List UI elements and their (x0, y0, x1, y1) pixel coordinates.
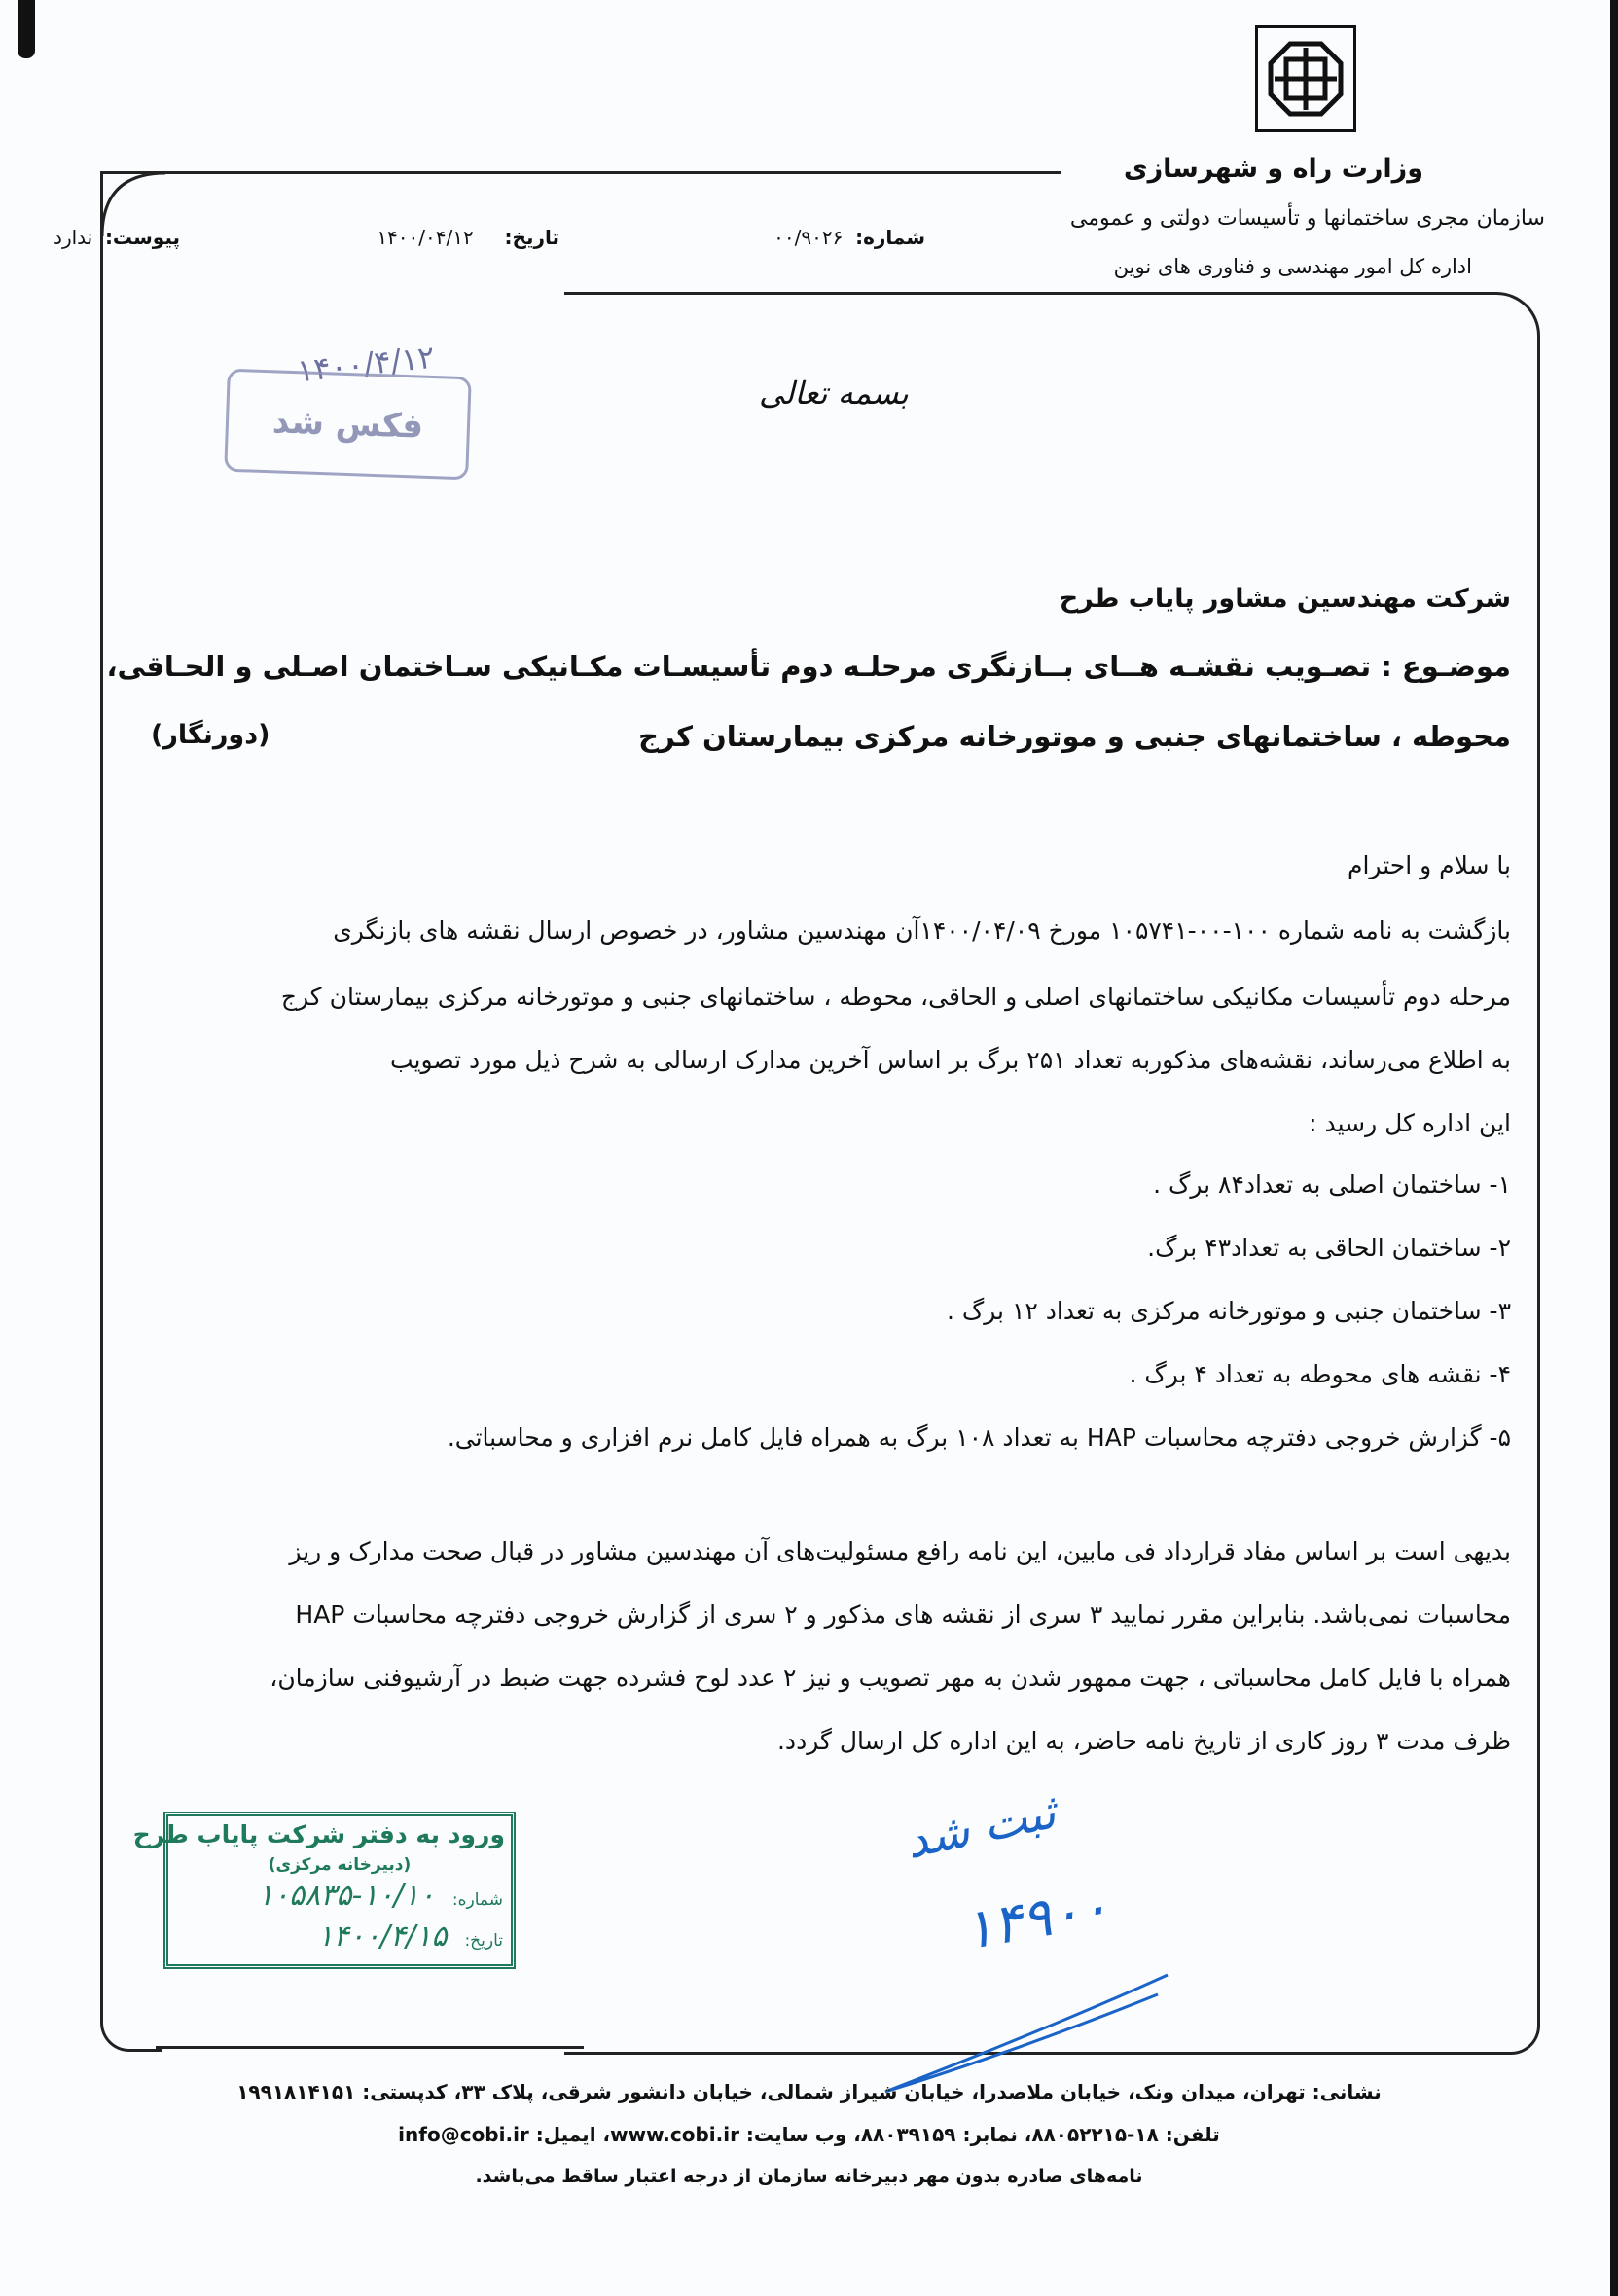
greeting: با سلام و احترام (1348, 851, 1511, 879)
receipt-stamp-subtitle: (دبیرخانه مرکزی) (268, 1855, 412, 1875)
frame-line (102, 171, 1061, 174)
footer-address: نشانی: تهران، میدان ونک، خیابان ملاصدرا، خیابان شیراز شمالی، خیابان دانشور شرقی، پلاک ۳۳، کدپستی: ۱۹۹۱۸۱۴۱۵۱ (236, 2080, 1382, 2103)
letter-date (377, 226, 559, 249)
ministry-name: وزارت راه و شهرسازی (1123, 154, 1423, 184)
list-item: ۵- گزارش خروجی دفترچه محاسبات HAP به تعداد ۱۰۸ برگ به همراه فایل کامل نرم افزاری و محاسباتی. (447, 1423, 1511, 1452)
attachment-label: پیوست: (104, 226, 180, 249)
ministry-emblem-icon (1267, 40, 1345, 118)
fax-stamp-date: ۱۴۰۰/۴/۱۲ (295, 338, 437, 390)
handwritten-note: ثبت شد (900, 1784, 1061, 1870)
organization-name: سازمان مجری ساختمانها و تأسیسات دولتی و عمومی (1069, 206, 1545, 231)
list-item: ۳- ساختمان جنبی و موتورخانه مرکزی به تعداد ۱۲ برگ . (946, 1297, 1511, 1325)
receipt-date-value: ۱۴۰۰/۴/۱۵ (317, 1919, 448, 1954)
page-edge (1610, 0, 1618, 2296)
subject-line-2: محوطه ، ساختمانهای جنبی و موتورخانه مرکزی بیمارستان کرج (638, 720, 1511, 753)
receipt-stamp-title: ورود به دفتر شرکت پایاب طرح (132, 1820, 505, 1848)
closing-line: بدیهی است بر اساس مفاد قرارداد فی مابین، این نامه رافع مسئولیت‌های آن مهندسین مشاور در قبال صحت مدارک و ریز (289, 1537, 1511, 1565)
footer-notice: نامه‌های صادره بدون مهر دبیرخانه سازمان از درجه اعتبار ساقط می‌باشد. (475, 2166, 1143, 2187)
receipt-stamp (132, 1812, 516, 1969)
footer-contact: تلفن: ۱۸-۸۸۰۵۲۲۱۵، نمابر: ۸۸۰۳۹۱۵۹، وب سایت: www.cobi.ir، ایمیل: info@cobi.ir (398, 2123, 1220, 2146)
receipt-date-label: تاریخ: (464, 1931, 503, 1951)
ministry-logo (1255, 25, 1356, 132)
number-label: شماره: (855, 226, 925, 249)
receipt-stamp-date (317, 1919, 503, 1954)
body-line: مرحله دوم تأسیسات مکانیکی ساختمانهای اصلی و الحاقی، محوطه ، ساختمانهای جنبی و موتورخانه مرکزی بیمارستان کرج (280, 983, 1511, 1011)
fax-stamp-text: فکس شد (271, 402, 424, 447)
recipient: شرکت مهندسین مشاور پایاب طرح (1059, 584, 1511, 614)
frame-bottom (156, 2046, 584, 2049)
subject-note: (دورنگار) (151, 720, 270, 750)
list-item: ۱- ساختمان اصلی به تعداد۸۴ برگ . (1153, 1170, 1511, 1199)
receipt-number-value: ۱۰/۱۰-۱۰۵۸۳۵ (257, 1879, 435, 1913)
list-item: ۴- نقشه های محوطه به تعداد ۴ برگ . (1129, 1360, 1511, 1388)
body-line: به اطلاع می‌رساند، نقشه‌های مذکوربه تعداد ۲۵۱ برگ بر اساس آخرین مدارک ارسالی به شرح ذیل مورد تصویب (390, 1046, 1511, 1074)
fax-stamp (224, 369, 472, 481)
handwritten-number: ۱۴۹۰۰ (958, 1875, 1114, 1963)
scan-mark (18, 0, 35, 58)
date-label: تاریخ: (504, 226, 559, 249)
letter-attachment (54, 226, 180, 249)
receipt-stamp-number (258, 1879, 503, 1913)
basmala: بسمه تعالی (759, 375, 909, 412)
attachment-value: ندارد (54, 226, 93, 249)
body-line: این اداره کل رسید : (1309, 1109, 1511, 1137)
date-value: ۱۴۰۰/۰۴/۱۲ (377, 226, 474, 249)
closing-line: ظرف مدت ۳ روز کاری از تاریخ نامه حاضر، به این اداره کل ارسال گردد. (776, 1727, 1511, 1755)
body-line: بازگشت به نامه شماره ۱۰۰-۰۰-۱۰۵۷۴۱ مورخ ۱۴۰۰/۰۴/۰۹آن مهندسین مشاور، در خصوص ارسال نقشه های بازنگری (333, 916, 1511, 945)
department-name: اداره کل امور مهندسی و فناوری های نوین (1113, 255, 1472, 278)
closing-line: محاسبات نمی‌باشد. بنابراین مقرر نمایید ۳ سری از نقشه های مذکور و ۲ سری از گزارش خروجی دفترچه محاسبات HAP (295, 1600, 1511, 1629)
list-item: ۲- ساختمان الحاقی به تعداد۴۳ برگ. (1147, 1234, 1511, 1262)
subject-line-1: موضـوع : تصـویب نقشـه هــای بــازنگری مرحلـه دوم تأسیسـات مکـانیکی سـاختمان اصـلی و الحـاقی، (106, 650, 1511, 683)
closing-line: همراه با فایل کامل محاسباتی ، جهت ممهور شدن به مهر تصویب و نیز ۲ عدد لوح فشرده جهت ضبط در آرشیوفنی سازمان، (270, 1664, 1511, 1692)
letter-number (773, 226, 925, 249)
frame-border-left (100, 171, 162, 2052)
number-value: ۰۰/۹۰۲۶ (773, 226, 844, 249)
receipt-number-label: شماره: (451, 1890, 503, 1910)
